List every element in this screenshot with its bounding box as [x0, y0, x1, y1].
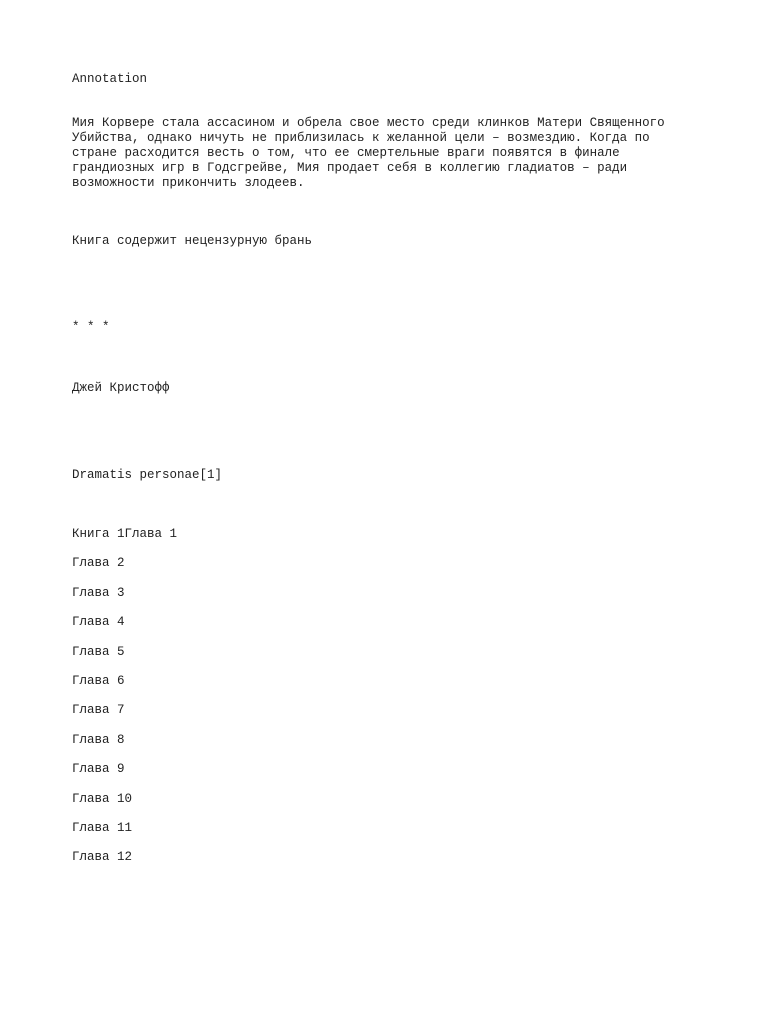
annotation-line: стране расходится весть о том, что ее смертельные враги появятся в финале — [72, 146, 620, 160]
table-of-contents — [72, 527, 177, 880]
toc-item-chapter-5[interactable]: Глава 5 — [72, 644, 125, 659]
annotation-heading: Annotation — [72, 72, 148, 86]
toc-item-chapter-12[interactable]: Глава 12 — [72, 850, 133, 865]
content-warning: Книга содержит нецензурную брань — [72, 234, 313, 248]
toc-item-chapter-8[interactable]: Глава 8 — [72, 732, 125, 747]
toc-item-chapter-6[interactable]: Глава 6 — [72, 673, 125, 688]
annotation-line: Убийства, однако ничуть не приблизилась к желанной цели – возмездию. Когда по — [72, 131, 650, 145]
toc-item-chapter-11[interactable]: Глава 11 — [72, 820, 133, 835]
dramatis-personae-link[interactable]: Dramatis personae[1] — [72, 468, 223, 482]
section-separator: * * * — [72, 320, 110, 334]
toc-item-chapter-3[interactable]: Глава 3 — [72, 585, 125, 600]
toc-item-chapter-9[interactable]: Глава 9 — [72, 762, 125, 777]
toc-item-chapter-1[interactable]: Книга 1Глава 1 — [72, 527, 178, 541]
toc-item-chapter-7[interactable]: Глава 7 — [72, 703, 125, 718]
author-name: Джей Кристофф — [72, 381, 170, 395]
toc-item-chapter-2[interactable]: Глава 2 — [72, 556, 125, 571]
annotation-line: грандиозных игр в Годсгрейве, Мия продает себя в коллегию гладиатов – ради — [72, 161, 628, 175]
annotation-line: Мия Корвере стала ассасином и обрела свое место среди клинков Матери Священного — [72, 116, 665, 130]
annotation-paragraph — [72, 116, 692, 191]
toc-item-chapter-10[interactable]: Глава 10 — [72, 791, 133, 806]
toc-item-chapter-4[interactable]: Глава 4 — [72, 615, 125, 630]
annotation-line: возможности прикончить злодеев. — [72, 176, 305, 190]
